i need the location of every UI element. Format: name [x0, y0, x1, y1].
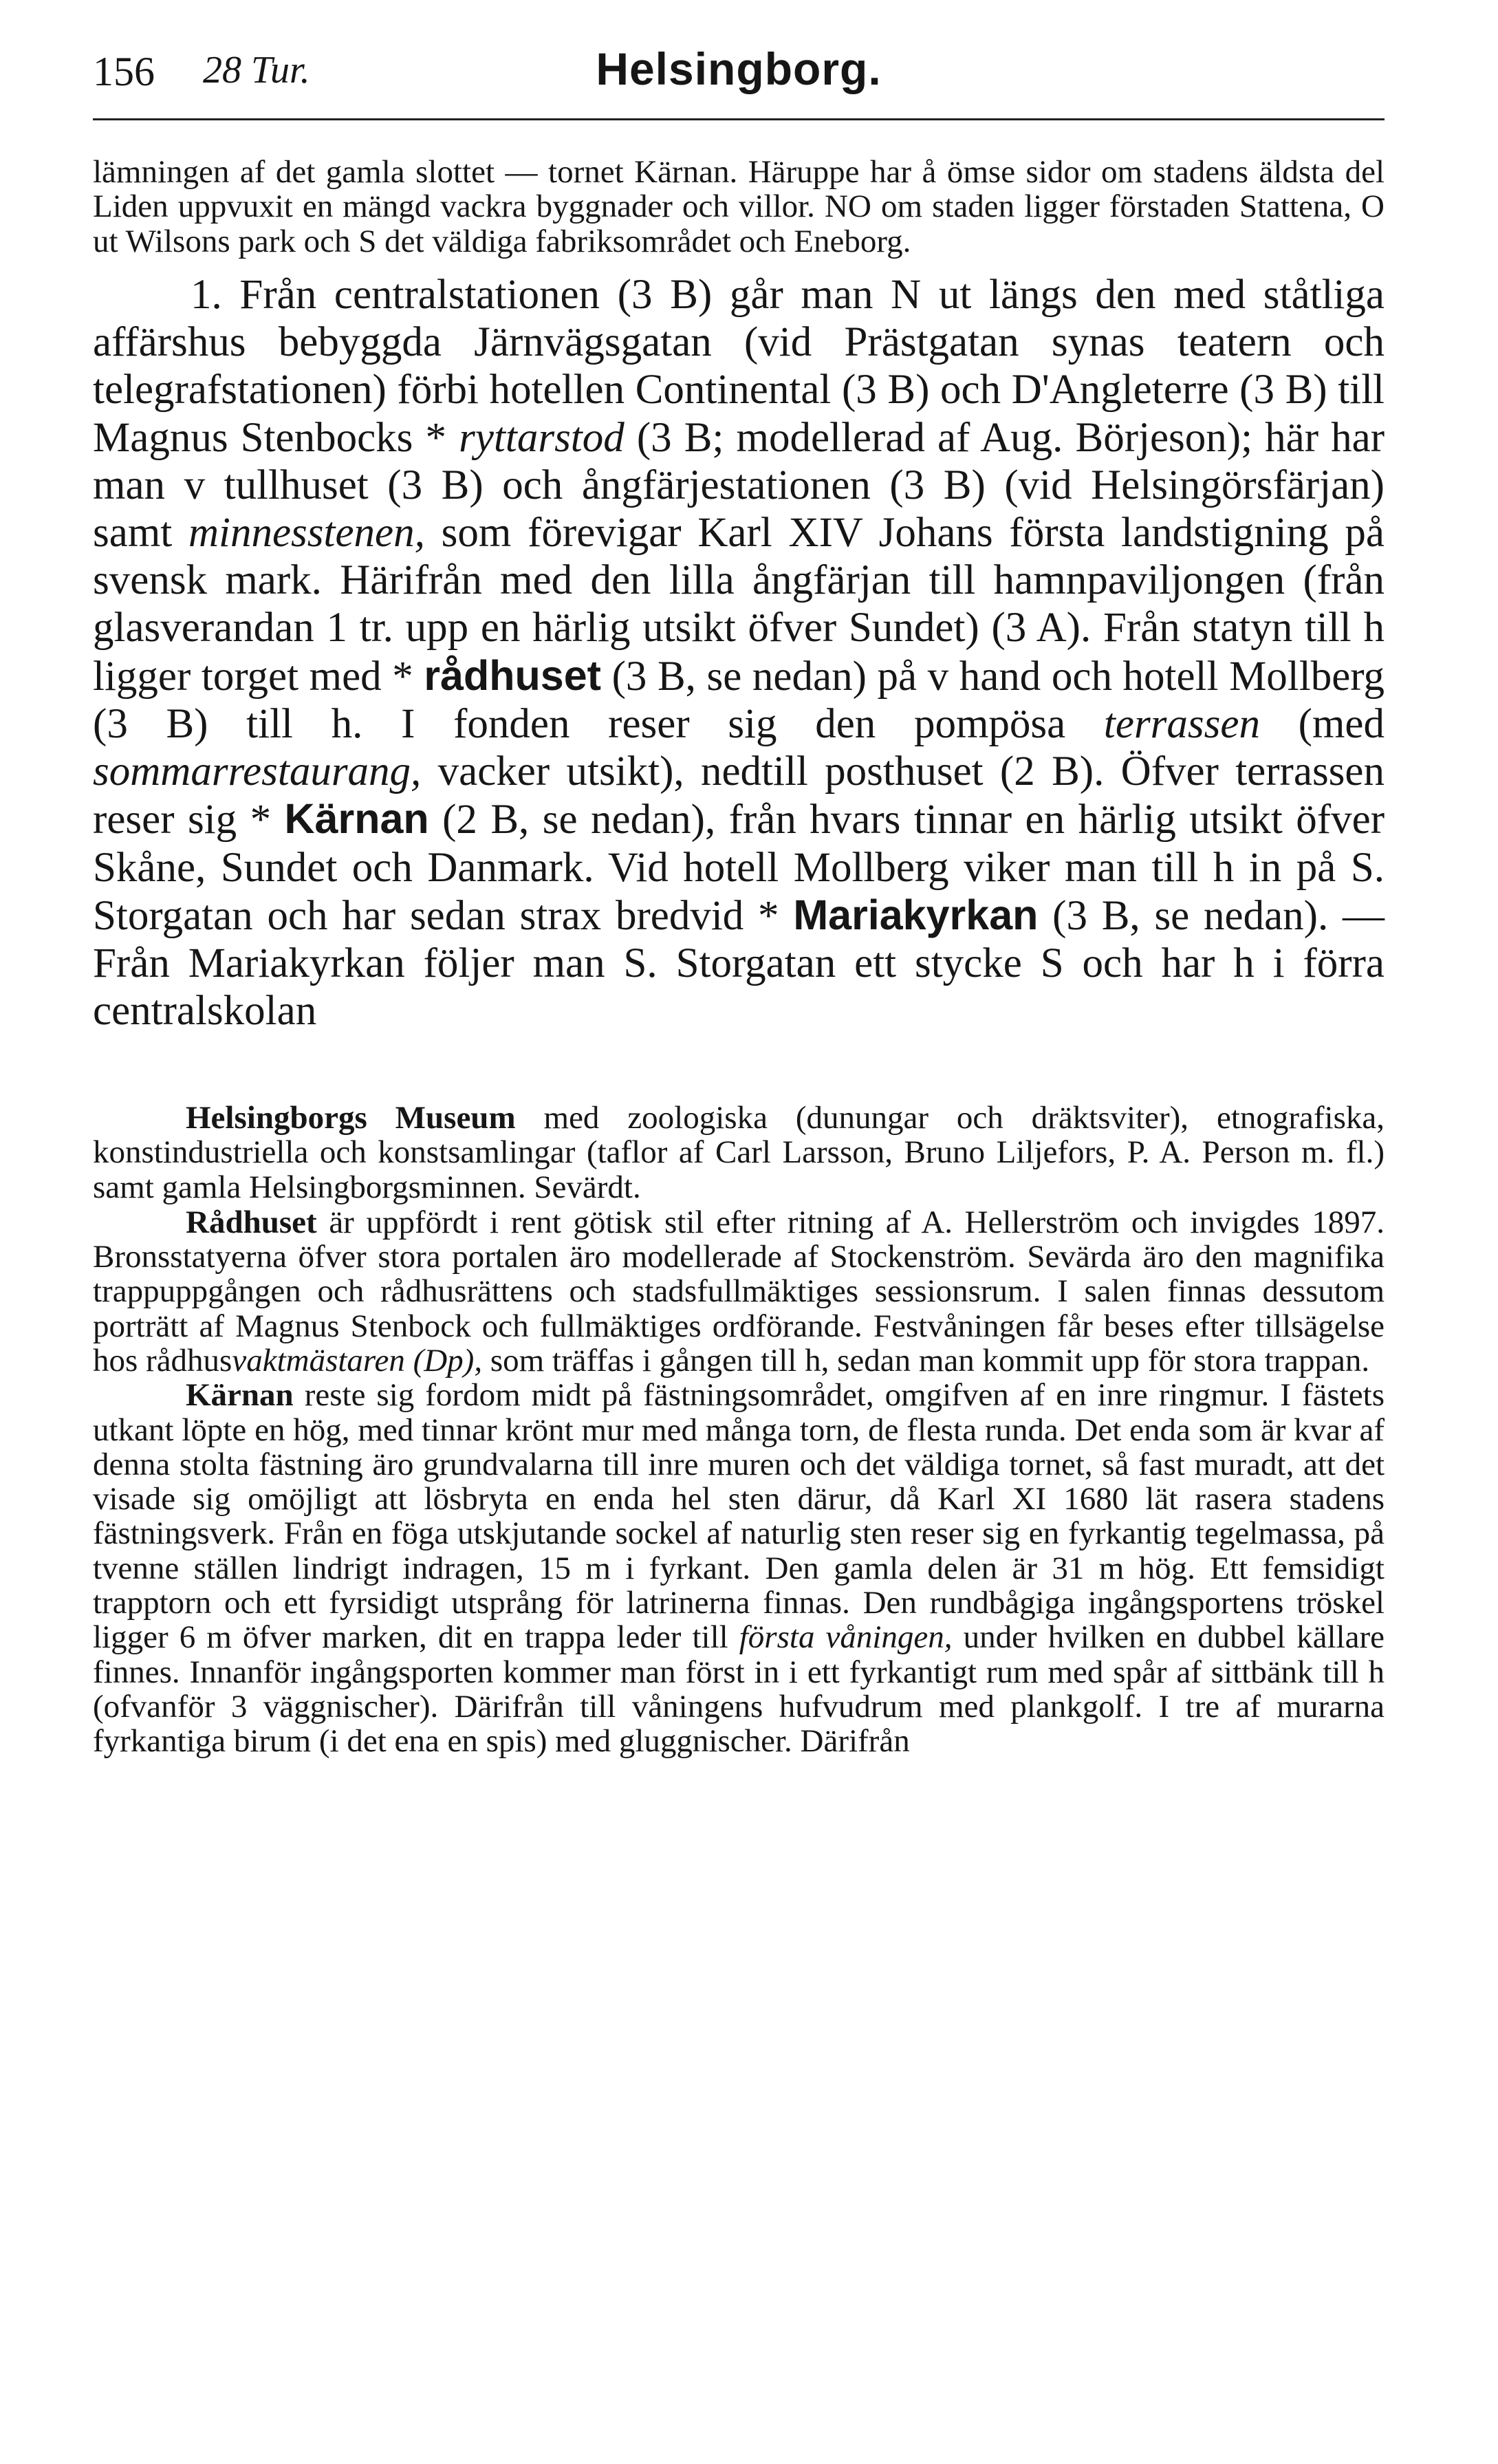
- karnan-label: Kärnan: [186, 1377, 294, 1414]
- museum-paragraph: [93, 1101, 1385, 1205]
- route-text-3: som förevigar Karl XIV Johans första landstigning på svensk mark. Härifrån med den lilla ångfärjan till hamnpaviljongen (från glasverandan 1 tr. upp en härlig utsikt öfver Sundet) (3 A). Från statyn till h ligger torget med: [93, 510, 1385, 700]
- route-text-4: (3 B, se nedan) på v hand och hotell Mollberg (3 B) till h. I fonden reser sig den pompösa: [93, 653, 1385, 747]
- page-number: 156: [93, 49, 155, 94]
- museum-label: Helsingborgs Museum: [186, 1099, 516, 1136]
- route-text-7: (2 B, se nedan), från hvars tinnar en härlig utsikt öfver Skåne, Sundet och Danmark. Vid hotell Mollberg viker man till h in på S. Storgatan och har sedan strax bredvid: [93, 797, 1385, 939]
- minnesstenen-term: minnesstenen,: [188, 510, 425, 556]
- page-body: [93, 155, 1385, 1758]
- running-title: Helsingborg.: [596, 43, 882, 94]
- tour-number: 28 Tur.: [203, 49, 310, 91]
- radhuset-term: rådhuset: [424, 651, 601, 699]
- karnan-text-1: reste sig fordom midt på fästningsområdet, omgifven af en inre ringmur. I fästets utkant löpte en hög, med tinnar krönt mur med många torn, de flesta runda. Det enda som är kvar af denna stolta fästning äro grundvalarna till inre muren och det väldiga tornet, så fast muradt, att det visade sig omöjligt att lösbryta en enda hel sten därur, då Karl XI 1680 lät rasera stadens fästningsverk. Från en föga utskjutande sockel af naturlig sten reser sig en fyrkantig tegelmassa, på tvenne ställen lindrigt indragen, 15 m i fyrkant. Den gamla delen är 31 m hög. Ett femsidigt trapptorn och ett fyrsidigt utsprång för latrinerna finnas. Den rundbågiga ingångsportens tröskel ligger 6 m öfver marken, dit en trappa leder till: [93, 1377, 1385, 1656]
- route-text-2: (3 B; modellerad af Aug. Börjeson); här har man v tullhuset (3 B) och ångfärjestationen (3 B) (vid Helsingörsfärjan) samt: [93, 414, 1385, 556]
- route-text-1: 1. Från centralstationen (3 B) går man N ut längs den med ståtliga affärshus bebyggda Järnvägsgatan (vid Prästgatan synas teatern och telegrafstationen) förbi hotellen Continental (3 B) och D'Angleterre (3 B) till Magnus Stenbocks: [93, 271, 1385, 461]
- mariakyrkan-term: Mariakyrkan: [793, 891, 1039, 938]
- route-paragraph: [93, 271, 1385, 1035]
- star-mark: *: [392, 653, 424, 700]
- route-text-8: (3 B, se nedan). — Från Mariakyrkan följer man S. Storgatan ett stycke S och har h i förra centralskolan: [93, 892, 1385, 1035]
- route-text-5: (med: [1259, 700, 1385, 747]
- radhuset-text-2: som träffas i gången till h, sedan man kommit upp för stora trappan.: [482, 1342, 1370, 1379]
- star-mark: *: [425, 414, 459, 461]
- radhuset-text-1: är uppfördt i rent götisk stil efter ritning af A. Hellerström och invigdes 1897. Bronsstatyerna öfver stora portalen äro modellerade af Stockenström. Sevärda äro den magnifika trappuppgången och rådhusrättens och stadsfullmäktiges sessionsrum. I salen finnas dessutom porträtt af Magnus Stenbock och fullmäktiges ordförande. Festvåningen får beses efter tillsägelse hos rådhus: [93, 1204, 1385, 1379]
- intro-paragraph: lämningen af det gamla slottet — tornet Kärnan. Häruppe har å ömse sidor om stadens äldsta del Liden uppvuxit en mängd vackra byggnader och villor. NO om staden ligger förstaden Stattena, O ut Wilsons park och S det väldiga fabriksområdet och Eneborg.: [93, 154, 1385, 259]
- running-header: [93, 43, 1385, 105]
- sommarrestaurang-term: sommarrestaurang,: [93, 748, 422, 795]
- star-mark: *: [250, 797, 285, 843]
- karnan-text-2: under hvilken en dubbel källare finnes. Innanför ingångsporten kommer man först in i ett fyrkantigt rum med spår af sittbänk till h (ofvanför 3 väggnischer). Därifrån till våningens hufvudrum med plankgolf. I tre af murarna fyrkantiga birum (i det ena en spis) med gluggnischer. Därifrån: [93, 1619, 1385, 1760]
- ryttarstod-term: ryttarstod: [459, 414, 625, 461]
- vaktmastaren-term: vaktmästaren (Dp),: [232, 1342, 483, 1379]
- forsta-vaningen-term: första våningen,: [739, 1619, 953, 1656]
- header-rule: [93, 118, 1385, 120]
- route-text-6: vacker utsikt), nedtill posthuset (2 B). Öfver terrassen reser sig: [93, 748, 1385, 843]
- star-mark: *: [758, 892, 794, 939]
- radhuset-paragraph: [93, 1205, 1385, 1378]
- karnan-term: Kärnan: [284, 795, 429, 843]
- radhuset-label: Rådhuset: [186, 1204, 317, 1240]
- museum-text: med zoologiska (dunungar och dräktsviter), etnografiska, konstindustriella och konstsamlingar (taflor af Carl Larsson, Bruno Liljefors, P. A. Person m. fl.) samt gamla Helsingborgsminnen. Sevärdt.: [93, 1099, 1385, 1206]
- karnan-paragraph: [93, 1378, 1385, 1758]
- terrassen-term: terrassen: [1103, 700, 1260, 747]
